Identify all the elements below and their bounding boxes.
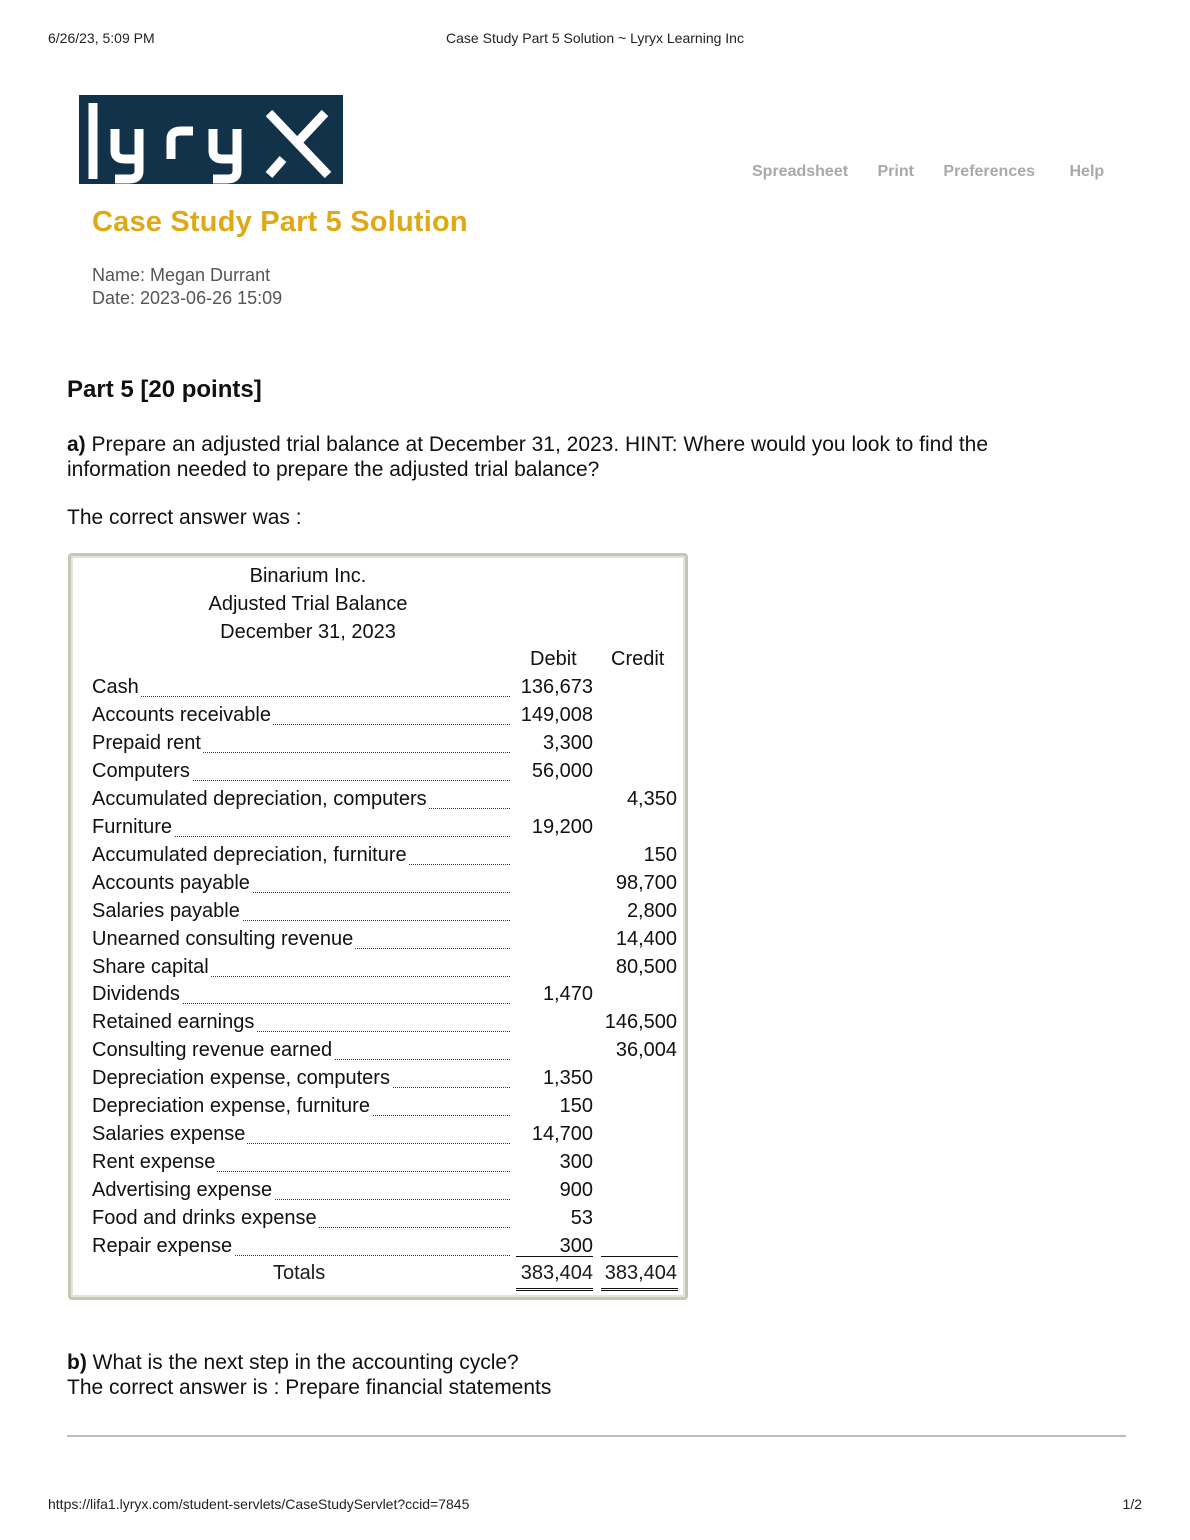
tb-account-name: Prepaid rent [92,731,201,754]
tb-account-name: Advertising expense [92,1179,273,1202]
question-b [67,1350,519,1375]
tb-debit-amount: 53 [570,1207,593,1230]
tb-row [92,704,682,730]
tb-account-name: Accumulated depreciation, computers [92,787,427,810]
tb-debit-amount: 56,000 [531,759,593,782]
tb-credit-amount: 14,400 [615,927,677,950]
print-datetime: 6/26/23, 5:09 PM [48,30,155,46]
page-url: https://lifa1.lyryx.com/student-servlets/CaseStudyServlet?ccid=7845 [48,1496,470,1512]
nav-preferences-link[interactable]: Preferences [943,163,1036,180]
debit-subtotal-rule [516,1256,593,1257]
tb-debit-amount: 149,008 [520,703,593,726]
tb-row [92,1067,682,1093]
tb-company: Binarium Inc. [249,565,367,587]
tb-debit-amount: 150 [559,1095,593,1118]
tb-account-name: Accounts payable [92,871,250,894]
section-divider [67,1435,1126,1437]
student-meta [92,264,282,310]
tb-debit-amount: 300 [559,1235,593,1257]
tb-row [92,1095,682,1121]
question-a-tag: a) [67,433,86,456]
tb-row [92,676,682,702]
tb-debit-amount: 19,200 [531,815,593,838]
tb-row [92,1151,682,1177]
tb-debit-amount: 300 [559,1151,593,1174]
tb-row [92,1011,682,1037]
tb-credit-amount: 2,800 [626,899,677,922]
tb-debit-amount: 14,700 [531,1123,593,1146]
tb-date: December 31, 2023 [220,621,396,643]
top-nav [752,163,1104,181]
tb-row [92,872,682,898]
tb-credit-amount: 4,350 [626,787,677,810]
tb-row [92,732,682,758]
tb-statement: Adjusted Trial Balance [208,593,408,615]
submission-date: Date: 2023-06-26 15:09 [92,288,283,308]
tb-totals-label: Totals [273,1262,326,1284]
question-b-tag: b) [67,1351,87,1374]
tb-credit-amount: 150 [643,843,677,866]
tb-row [92,760,682,786]
nav-print-link[interactable]: Print [877,163,914,180]
tb-total-debit: 383,404 [520,1262,593,1284]
leader-dots [92,696,510,697]
tb-account-name: Share capital [92,955,209,978]
tb-row [92,956,682,982]
credit-total-double-rule [601,1288,678,1293]
question-a-text: Prepare an adjusted trial balance at December 31, 2023. HINT: Where would you look to find the information needed to prepare the adjusted trial balance? [67,433,989,481]
tb-account-name: Salaries payable [92,899,240,922]
nav-spreadsheet-link[interactable]: Spreadsheet [752,163,849,180]
page-number: 1/2 [1122,1496,1142,1512]
tb-debit-amount: 1,470 [542,983,593,1006]
credit-subtotal-rule [601,1256,678,1257]
tb-row [92,900,682,926]
part-heading: Part 5 [20 points] [67,376,262,403]
debit-total-double-rule [516,1288,593,1293]
lyryx-logo-mark [79,95,343,184]
tb-row [92,1039,682,1065]
tb-account-name: Repair expense [92,1235,233,1257]
tb-account-name: Accounts receivable [92,703,271,726]
tb-account-name: Furniture [92,815,173,838]
tb-row [92,1123,682,1149]
tb-account-name: Consulting revenue earned [92,1039,333,1062]
page-title: Case Study Part 5 Solution [92,206,468,238]
tb-account-name: Accumulated depreciation, furniture [92,843,407,866]
tb-account-name: Depreciation expense, furniture [92,1095,370,1118]
tb-total-credit: 383,404 [604,1262,677,1284]
print-header [0,28,1190,50]
tb-account-name: Unearned consulting revenue [92,927,354,950]
lyryx-logo[interactable] [79,95,343,184]
tb-credit-header: Credit [611,648,665,670]
question-b-text: What is the next step in the accounting cycle? [86,1351,519,1374]
nav-help-link[interactable]: Help [1069,163,1105,180]
tb-credit-amount: 36,004 [615,1039,677,1062]
tb-row [92,983,682,1009]
tb-row [92,928,682,954]
question-a [67,432,1087,482]
tb-account-name: Rent expense [92,1151,216,1174]
tb-debit-header: Debit [530,648,577,670]
tb-debit-amount: 1,350 [542,1067,593,1090]
tb-account-name: Salaries expense [92,1123,246,1146]
tb-debit-amount: 3,300 [542,731,593,754]
tb-row [92,1235,682,1261]
tb-debit-amount: 900 [559,1179,593,1202]
question-a-answer-intro: The correct answer was : [67,506,302,529]
tb-account-name: Retained earnings [92,1011,255,1034]
tb-account-name: Depreciation expense, computers [92,1067,390,1090]
tb-account-name: Cash [92,676,139,698]
question-b-answer: The correct answer is : Prepare financial statements [67,1376,552,1399]
tb-row [92,1207,682,1233]
tb-row [92,788,682,814]
tb-credit-amount: 98,700 [615,871,677,894]
tb-row [92,844,682,870]
tb-credit-amount: 146,500 [604,1011,677,1034]
tb-debit-amount: 136,673 [520,676,593,698]
tb-account-name: Food and drinks expense [92,1207,317,1230]
tb-row [92,1179,682,1205]
student-name: Name: Megan Durrant [92,265,271,285]
tb-account-name: Dividends [92,983,180,1006]
tb-row [92,816,682,842]
tb-credit-amount: 80,500 [615,955,677,978]
tb-account-name: Computers [92,759,190,782]
print-page-title: Case Study Part 5 Solution ~ Lyryx Learning Inc [446,30,744,46]
